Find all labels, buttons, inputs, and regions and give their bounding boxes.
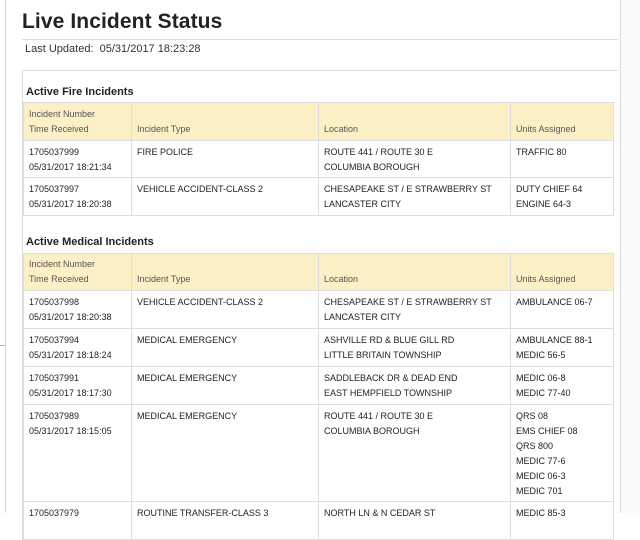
page-title: Live Incident Status [22, 10, 223, 33]
time-received: 05/31/2017 18:18:24 [29, 350, 112, 360]
location-line-2: LITTLE BRITAIN TOWNSHIP [324, 350, 442, 360]
table-row[interactable] [24, 291, 614, 329]
fire-incidents-table [23, 102, 614, 216]
table-row[interactable] [24, 329, 614, 367]
left-frame-edge [0, 0, 6, 513]
col-incident-type[interactable]: Incident Type [132, 103, 319, 141]
unit: DUTY CHIEF 64 [516, 184, 583, 194]
col-units-assigned[interactable]: Units Assigned [511, 103, 614, 141]
location-cell [319, 291, 511, 329]
location-line-1: CHESAPEAKE ST / E STRAWBERRY ST [324, 297, 492, 307]
unit: MEDIC 701 [516, 486, 563, 496]
table-row[interactable] [24, 141, 614, 178]
col-units-assigned[interactable]: Units Assigned [511, 254, 614, 291]
location-line-1: ASHVILLE RD & BLUE GILL RD [324, 335, 455, 345]
col-incident-number: Incident Number [29, 109, 96, 119]
medical-table-header [24, 254, 614, 291]
left-frame-tick [0, 345, 6, 346]
title-divider [22, 39, 618, 40]
incident-number-cell [24, 178, 132, 216]
time-received: 05/31/2017 18:15:05 [29, 426, 112, 436]
table-row[interactable] [24, 367, 614, 405]
incident-number-cell [24, 502, 132, 540]
last-updated-value: 05/31/2017 18:23:28 [99, 43, 201, 55]
incident-type: FIRE POLICE [132, 141, 319, 178]
unit: TRAFFIC 80 [516, 147, 567, 157]
unit: MEDIC 77-40 [516, 388, 571, 398]
unit: AMBULANCE 88-1 [516, 335, 593, 345]
location-cell [319, 141, 511, 178]
last-updated-label: Last Updated: [25, 43, 94, 55]
time-received: 05/31/2017 18:17:30 [29, 388, 112, 398]
time-received: 05/31/2017 18:21:34 [29, 162, 112, 172]
location-line-1: ROUTE 441 / ROUTE 30 E [324, 147, 434, 157]
incident-number: 1705037998 [29, 297, 80, 307]
location-cell [319, 502, 511, 540]
unit: MEDIC 85-3 [516, 508, 566, 518]
col-location[interactable]: Location [319, 254, 511, 291]
location-line-2: EAST HEMPFIELD TOWNSHIP [324, 388, 453, 398]
incident-number-cell [24, 367, 132, 405]
units-cell [511, 502, 614, 540]
col-time-received: Time Received [29, 274, 89, 284]
incident-type: MEDICAL EMERGENCY [132, 367, 319, 405]
unit: MEDIC 06-3 [516, 471, 566, 481]
medical-section-title: Active Medical Incidents [26, 236, 154, 248]
incident-type: VEHICLE ACCIDENT-CLASS 2 [132, 178, 319, 216]
unit: EMS CHIEF 08 [516, 426, 578, 436]
units-cell [511, 141, 614, 178]
units-cell [511, 178, 614, 216]
col-incident-type[interactable]: Incident Type [132, 254, 319, 291]
incident-type: MEDICAL EMERGENCY [132, 329, 319, 367]
col-time-received: Time Received [29, 124, 89, 134]
col-incident-number-time[interactable] [24, 254, 132, 291]
incident-type: MEDICAL EMERGENCY [132, 405, 319, 502]
unit: AMBULANCE 06-7 [516, 297, 593, 307]
incident-number: 1705037989 [29, 411, 80, 421]
medical-incidents-table [23, 253, 614, 540]
units-cell [511, 367, 614, 405]
location-cell [319, 178, 511, 216]
incident-number-cell [24, 141, 132, 178]
location-line-2: COLUMBIA BOROUGH [324, 162, 420, 172]
table-row[interactable] [24, 405, 614, 502]
incident-number-cell [24, 405, 132, 502]
incident-number-cell [24, 291, 132, 329]
unit: QRS 800 [516, 441, 554, 451]
incident-number: 1705037994 [29, 335, 80, 345]
location-cell [319, 405, 511, 502]
location-cell [319, 329, 511, 367]
table-row[interactable] [24, 502, 614, 540]
time-received: 05/31/2017 18:20:38 [29, 199, 112, 209]
time-received: 05/31/2017 18:20:38 [29, 312, 112, 322]
unit: ENGINE 64-3 [516, 199, 572, 209]
location-cell [319, 367, 511, 405]
unit: QRS 08 [516, 411, 549, 421]
incident-number: 1705037991 [29, 373, 80, 383]
incident-number: 1705037999 [29, 147, 80, 157]
col-location[interactable]: Location [319, 103, 511, 141]
last-updated [25, 43, 201, 55]
col-incident-number-time[interactable] [24, 103, 132, 141]
unit: MEDIC 06-8 [516, 373, 566, 383]
incident-type: VEHICLE ACCIDENT-CLASS 2 [132, 291, 319, 329]
location-line-2: LANCASTER CITY [324, 199, 402, 209]
fire-section-title: Active Fire Incidents [26, 86, 134, 98]
unit: MEDIC 56-5 [516, 350, 566, 360]
units-cell [511, 291, 614, 329]
fire-table-header [24, 103, 614, 141]
incident-number: 1705037979 [29, 508, 80, 518]
incident-number-cell [24, 329, 132, 367]
col-incident-number: Incident Number [29, 259, 96, 269]
units-cell [511, 405, 614, 502]
location-line-1: SADDLEBACK DR & DEAD END [324, 373, 458, 383]
location-line-1: NORTH LN & N CEDAR ST [324, 508, 436, 518]
units-cell [511, 329, 614, 367]
location-line-2: COLUMBIA BOROUGH [324, 426, 420, 436]
incident-number: 1705037997 [29, 184, 80, 194]
table-row[interactable] [24, 178, 614, 216]
unit: MEDIC 77-6 [516, 456, 566, 466]
vertical-scrollbar[interactable] [620, 0, 640, 513]
location-line-1: ROUTE 441 / ROUTE 30 E [324, 411, 434, 421]
location-line-1: CHESAPEAKE ST / E STRAWBERRY ST [324, 184, 492, 194]
incident-type: ROUTINE TRANSFER-CLASS 3 [132, 502, 319, 540]
location-line-2: LANCASTER CITY [324, 312, 402, 322]
